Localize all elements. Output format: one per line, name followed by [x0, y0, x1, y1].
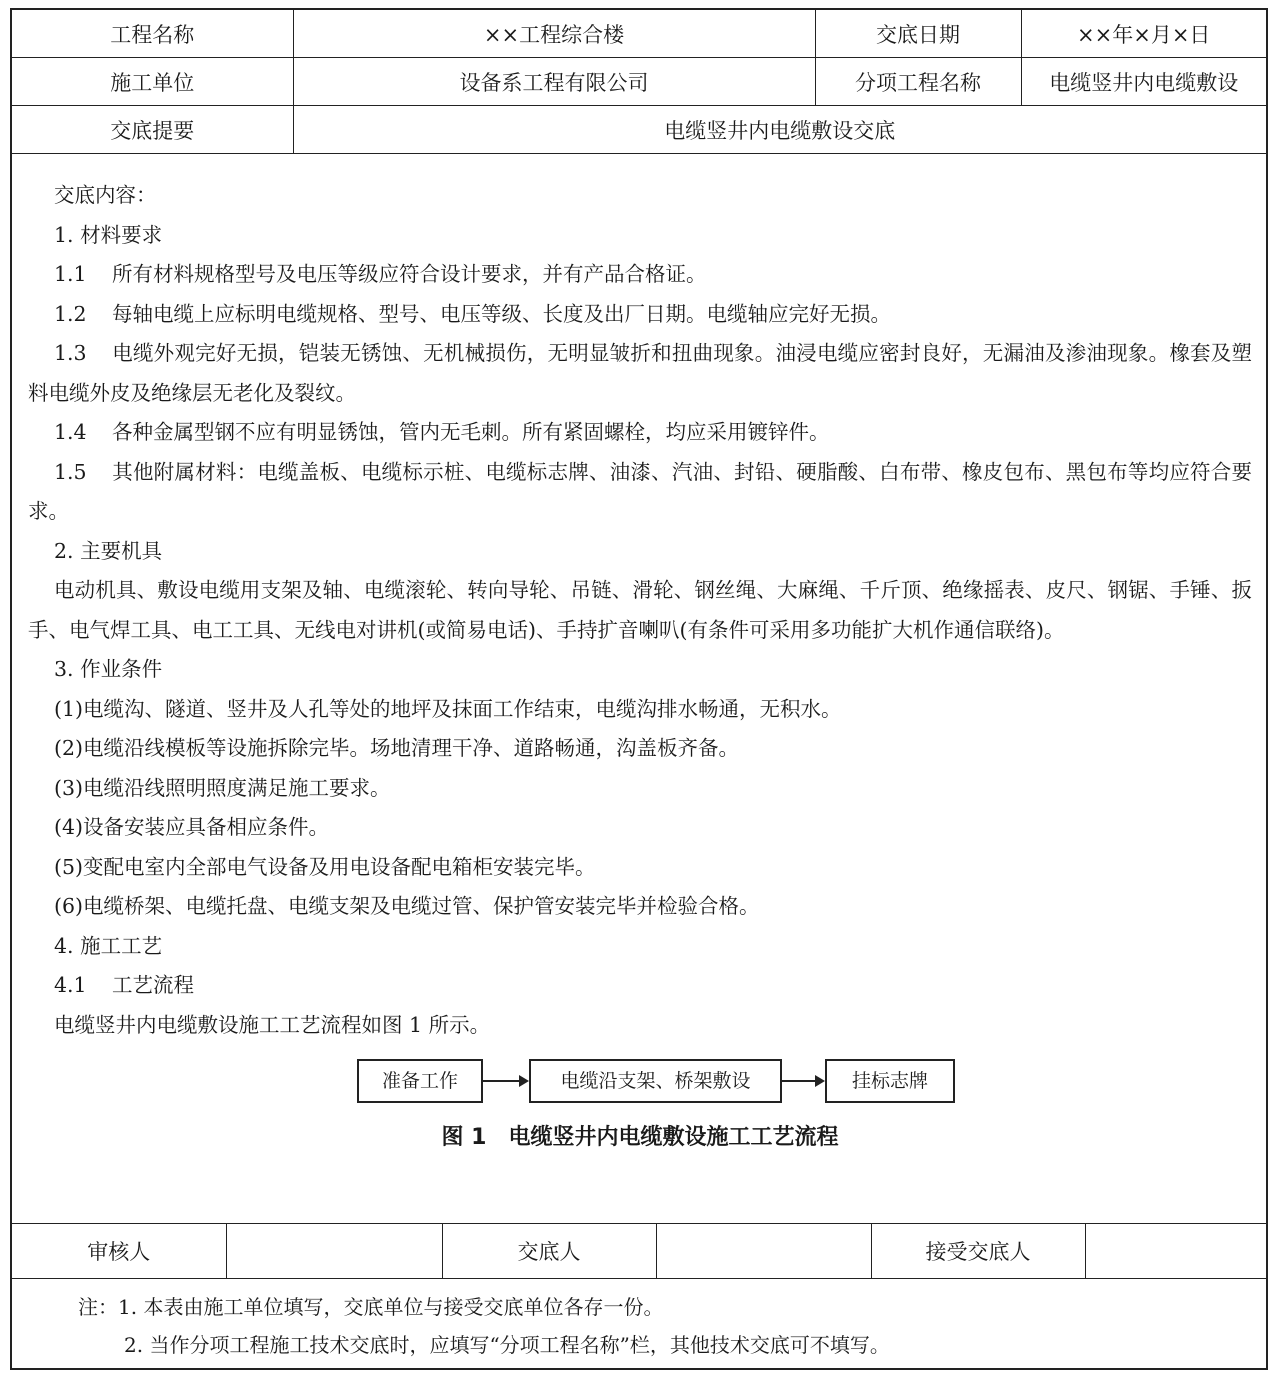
item-text: 各种金属型钢不应有明显锈蚀，管内无毛刺。所有紧固螺栓，均应采用镀锌件。 — [112, 420, 830, 444]
project-name-value: ××工程综合楼 — [293, 10, 815, 58]
discloser-label: 交底人 — [442, 1224, 656, 1279]
content-intro: 交底内容： — [54, 183, 157, 207]
item-number: 1.2 — [54, 301, 87, 326]
project-name-label: 工程名称 — [12, 10, 293, 58]
header-table — [12, 10, 1266, 154]
figure-caption: 图 1 电缆竖井内电缆敷设施工工艺流程 — [441, 1125, 839, 1150]
item-text: 每轴电缆上应标明电缆规格、型号、电压等级、长度及出厂日期。电缆轴应完好无损。 — [112, 301, 891, 326]
condition-item: (6)电缆桥架、电缆托盘、电缆支架及电缆过管、保护管安装完毕并检验合格。 — [54, 894, 760, 918]
receiver-field[interactable] — [1085, 1224, 1266, 1279]
reviewer-label: 审核人 — [12, 1224, 226, 1279]
flow-step-prepare: 准备工作 — [357, 1059, 483, 1103]
flow-arrow — [483, 1080, 527, 1082]
reviewer-field[interactable] — [226, 1224, 442, 1279]
condition-item: (5)变配电室内全部电气设备及用电设备配电箱柜安装完毕。 — [54, 854, 596, 879]
flow-step-hang-label: 挂标志牌 — [825, 1059, 955, 1103]
unit-label: 施工单位 — [12, 58, 293, 106]
signature-table — [12, 1224, 1266, 1279]
item-text: 其他附属材料：电缆盖板、电缆标示桩、电缆标志牌、油漆、汽油、封铅、硬脂酸、白布带、橡皮包布、黑包布等均应符合要求。 — [28, 459, 1252, 523]
note-1: 注：1. 本表由施工单位填写，交底单位与接受交底单位各存一份。 — [78, 1295, 664, 1319]
item-number: 1.3 — [54, 341, 87, 365]
discloser-field[interactable] — [656, 1224, 871, 1279]
flow-step-lay-cable: 电缆沿支架、桥架敷设 — [529, 1059, 782, 1103]
unit-value: 设备系工程有限公司 — [293, 58, 815, 106]
item-1-2 — [28, 295, 1252, 335]
header-row-project — [12, 10, 1266, 58]
receiver-label: 接受交底人 — [871, 1224, 1085, 1279]
condition-item: (4)设备安装应具备相应条件。 — [54, 815, 330, 839]
header-row-summary — [12, 106, 1266, 154]
date-label: 交底日期 — [815, 10, 1021, 58]
section-2-title: 2. 主要机具 — [54, 538, 163, 563]
date-value: ××年×月×日 — [1021, 10, 1266, 58]
section-1-title: 1. 材料要求 — [54, 222, 163, 247]
signature-row — [12, 1224, 1266, 1279]
item-1-4 — [28, 413, 1252, 453]
item-text: 所有材料规格型号及电压等级应符合设计要求，并有产品合格证。 — [112, 262, 707, 286]
item-4-1 — [28, 966, 1252, 1006]
item-text: 电缆外观完好无损，铠装无锈蚀、无机械损伤，无明显皱折和扭曲现象。油浸电缆应密封良好，无漏油及渗油现象。橡套及塑料电缆外皮及绝缘层无老化及裂纹。 — [28, 341, 1252, 405]
disclosure-content — [12, 154, 1266, 1224]
subproject-value: 电缆竖井内电缆敷设 — [1021, 58, 1266, 106]
subproject-label: 分项工程名称 — [815, 58, 1021, 106]
item-1-3 — [28, 334, 1252, 413]
item-1-1 — [28, 255, 1252, 295]
item-number: 1.5 — [54, 459, 87, 484]
process-flow-diagram — [28, 1051, 1252, 1115]
condition-item: (3)电缆沿线照明照度满足施工要求。 — [54, 775, 391, 800]
section-3-title: 3. 作业条件 — [54, 657, 163, 681]
item-1-5 — [28, 453, 1252, 532]
condition-item: (2)电缆沿线模板等设施拆除完毕。场地清理干净、道路畅通，沟盖板齐备。 — [54, 736, 740, 760]
item-text: 工艺流程 — [112, 973, 194, 997]
header-row-unit — [12, 58, 1266, 106]
notes — [12, 1280, 1266, 1364]
summary-value: 电缆竖井内电缆敷设交底 — [293, 106, 1266, 154]
item-number: 1.4 — [54, 420, 87, 444]
section-4-title: 4. 施工工艺 — [54, 933, 163, 958]
disclosure-form — [10, 8, 1268, 1370]
note-2: 2. 当作分项工程施工技术交底时，应填写“分项工程名称”栏，其他技术交底可不填写。 — [124, 1333, 890, 1357]
summary-label: 交底提要 — [12, 106, 293, 154]
item-number: 1.1 — [54, 262, 87, 286]
flow-arrow — [782, 1080, 823, 1082]
condition-item: (1)电缆沟、隧道、竖井及人孔等处的地坪及抹面工作结束，电缆沟排水畅通，无积水。 — [54, 696, 842, 721]
section-2-text: 电动机具、敷设电缆用支架及轴、电缆滚轮、转向导轮、吊链、滑轮、钢丝绳、大麻绳、千斤顶、绝缘摇表、皮尺、钢锯、手锤、扳手、电气焊工具、电工工具、无线电对讲机(或简易电话)、手持扩音喇叭(有条件可采用多功能扩大机作通信联络)。 — [28, 578, 1252, 642]
section-4-1-text: 电缆竖井内电缆敷设施工工艺流程如图 1 所示。 — [54, 1012, 491, 1037]
item-number: 4.1 — [54, 973, 87, 997]
